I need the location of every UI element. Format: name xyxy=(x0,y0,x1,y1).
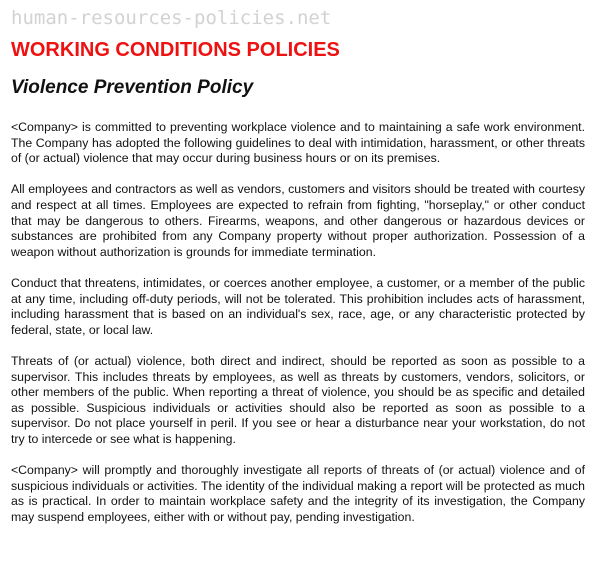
section-title: WORKING CONDITIONS POLICIES xyxy=(11,39,340,61)
policy-body xyxy=(11,120,585,541)
site-watermark: human-resources-policies.net xyxy=(11,7,332,29)
paragraph-commitment: <Company> is committed to preventing workplace violence and to maintaining a safe work environment. The Company has adopted the following guidelines to deal with intimidation, harassment, or other threats of (or actual) violence that may occur during business hours or on its premises. xyxy=(11,120,585,166)
paragraph-harassment: Conduct that threatens, intimidates, or coerces another employee, a customer, or a member of the public at any time, including off-duty periods, will not be tolerated. This prohibition includes acts of harassment, including harassment that is based on an individual's sex, race, age, or any characteristic protected by federal, state, or local law. xyxy=(11,275,585,337)
policy-title: Violence Prevention Policy xyxy=(11,77,254,98)
paragraph-reporting: Threats of (or actual) violence, both direct and indirect, should be reported as soon as possible to a supervisor. This includes threats by employees, as well as threats by customers, vendors, solicitors, or other members of the public. When reporting a threat of violence, you should be as specific and detailed as possible. Suspicious individuals or activities should also be reported as soon as possible to a supervisor. Do not place yourself in peril. If you see or hear a disturbance near your workstation, do not try to intercede or see what is happening. xyxy=(11,353,585,446)
paragraph-investigation: <Company> will promptly and thoroughly investigate all reports of threats of (or actual) violence and of suspicious individuals or activities. The identity of the individual making a report will be protected as much as is practical. In order to maintain workplace safety and the integrity of its investigation, the Company may suspend employees, either with or without pay, pending investigation. xyxy=(11,463,585,524)
paragraph-conduct-and-weapons: All employees and contractors as well as vendors, customers and visitors should be treated with courtesy and respect at all times. Employees are expected to refrain from fighting, "horseplay," or other conduct that may be dangerous to others. Firearms, weapons, and other dangerous or hazardous devices or substances are prohibited from any Company property without proper authorization. Possession of a weapon without authorization is grounds for immediate termination. xyxy=(11,182,585,259)
